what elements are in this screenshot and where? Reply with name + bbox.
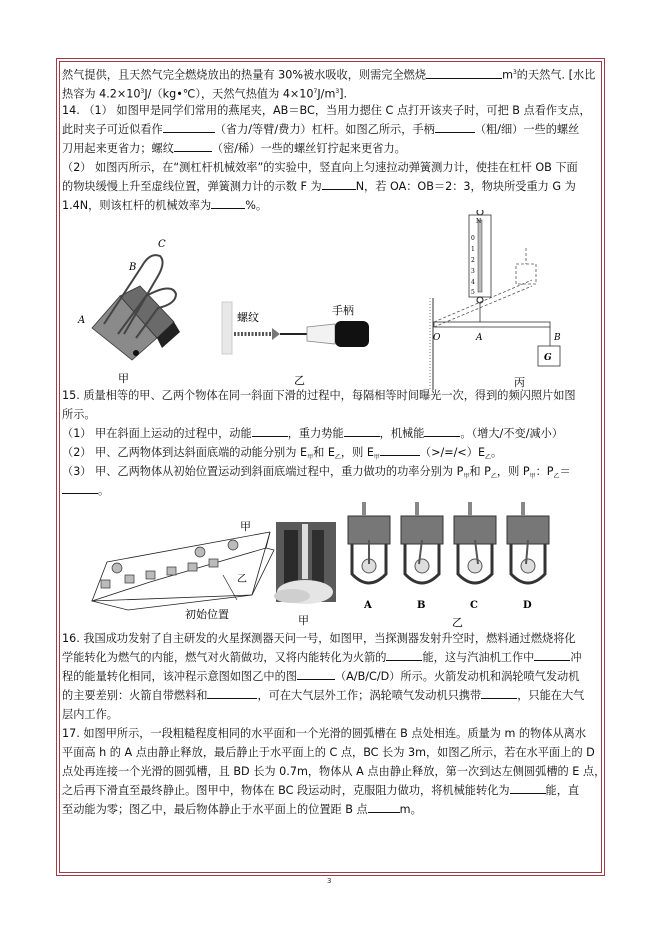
q15-text: 。 — [491, 446, 503, 459]
q15-text: 和 E — [313, 446, 335, 459]
label-B: B — [129, 262, 137, 273]
q15-text: （1） 甲在斜面上运动的过程中，动能 — [62, 427, 252, 440]
subscript: 甲 — [307, 454, 314, 462]
q14-figures — [62, 210, 602, 390]
thread-label: 螺纹 — [237, 311, 259, 324]
superscript: 7 — [313, 88, 318, 95]
q15-line-4 — [62, 443, 600, 462]
q15-text: ：P — [535, 465, 554, 478]
q14-text: 1.4N，则该杠杆的机械效率为 — [62, 199, 212, 212]
label-yi: 乙 — [237, 574, 247, 585]
q16-text: 冲 — [570, 651, 582, 664]
q15-text: ＝ — [559, 465, 571, 478]
q15-text: ，重力势能 — [287, 427, 344, 440]
answer-blank[interactable] — [424, 424, 460, 437]
q17-line-1: 17. 如图甲所示，一段粗糙程度相同的水平面和一个光滑的圆弧槽在 B 点处相连。质量为 m 的物体从离水 — [62, 727, 587, 740]
screwdriver-figure — [222, 302, 369, 387]
q15-text: （3） 甲、乙两物体从初始位置运动到斜面底端过程中，重力做功的功率分别为 P — [62, 465, 464, 478]
scale-N: N — [476, 218, 482, 225]
q16-line-5: 层内工作。 — [62, 708, 118, 721]
subscript: 乙 — [334, 454, 341, 462]
q13-text: J/m — [317, 87, 336, 101]
q15-content — [62, 386, 600, 500]
subscript: 甲 — [529, 473, 536, 481]
q15-line-3 — [62, 424, 600, 443]
engine-D — [507, 502, 549, 611]
caption-bing: 丙 — [514, 376, 525, 389]
q16-line-3 — [62, 667, 600, 686]
rocket-launch-photo — [274, 522, 336, 627]
answer-blank[interactable] — [386, 648, 422, 661]
q17-text: 之后再下滑直至最终静止。图甲中，物体在 BC 段运动时，克服阻力做功，将机械能转化为 — [62, 784, 510, 797]
unit: m — [502, 68, 513, 82]
label-B: B — [554, 333, 561, 343]
q17-text: 能，直 — [545, 784, 580, 797]
answer-blank[interactable] — [163, 120, 215, 133]
answer-blank[interactable] — [211, 196, 245, 209]
answer-blank[interactable] — [297, 667, 335, 680]
answer-blank[interactable] — [62, 481, 98, 494]
q17-text: 至动能为零；图乙中，最后物体静止于水平面上的位置距 B 点 — [62, 803, 368, 816]
q13-text: J/（kg•℃），天然气热值为 4×10 — [144, 87, 314, 101]
q14-text: 此时夹子可近似看作 — [62, 123, 163, 136]
q14-text: （密/稀）一些的螺丝钉拧起来更省力。 — [211, 142, 406, 155]
lever-figure — [430, 210, 561, 390]
label-A: A — [78, 315, 86, 326]
q14-line-2 — [62, 120, 600, 139]
initial-position-label: 初始位置 — [185, 608, 229, 621]
q14-text: （粗/细）一些的螺丝 — [474, 123, 580, 136]
q15-text: 。（增大/不变/减小） — [460, 427, 564, 440]
q17-line-5 — [62, 800, 600, 819]
q16-text: 的主要差别：火箭自带燃料和 — [62, 689, 208, 702]
q16-text: 能，这与汽油机工作中 — [422, 651, 535, 664]
q15-q16-figures — [62, 500, 602, 630]
engine-label: D — [523, 600, 532, 611]
subscript: 甲 — [463, 473, 470, 481]
label-A: A — [476, 333, 483, 343]
subscript: 甲 — [373, 454, 380, 462]
q14-text: 刀用起来更省力；螺纹 — [62, 142, 174, 155]
q14-text: 的物块缓慢上升至虚线位置，弹簧测力计的示数 F 为 — [62, 180, 322, 193]
q13-text: 热容为 4.2×10 — [62, 87, 141, 101]
scale-tick: 4 — [471, 279, 475, 286]
engine-B — [401, 502, 443, 611]
superscript: 3 — [512, 69, 517, 76]
engine-A — [348, 502, 390, 611]
engine-strokes — [348, 502, 549, 629]
answer-blank[interactable] — [344, 424, 380, 437]
incline-figure — [92, 520, 274, 621]
q15-text: ，则 P — [496, 465, 530, 478]
label-jia: 甲 — [240, 520, 251, 533]
q15-line-5 — [62, 462, 600, 481]
engine-label: A — [364, 600, 372, 611]
q15-line-6 — [62, 481, 600, 500]
q13-line-1 — [62, 63, 600, 82]
answer-blank[interactable] — [435, 120, 475, 133]
handle-label: 手柄 — [332, 304, 354, 317]
scale-tick: 0 — [471, 235, 475, 242]
q17-line-3: 点处再连接一个光滑的圆弧槽，且 BD 长为 0.7m，物体从 A 点由静止释放，第一次到达左侧圆弧槽的 E 点， — [62, 765, 606, 778]
q15-line-2: 所示。 — [62, 408, 96, 421]
q17-line-4 — [62, 781, 600, 800]
engine-C — [454, 502, 496, 611]
q15-text: （>/=/<）E — [419, 446, 486, 459]
q16-text: ，可在大气层外工作；涡轮喷气发动机只携带 — [257, 689, 482, 702]
question-content — [62, 63, 600, 215]
engine-label: C — [470, 600, 478, 611]
scale-tick: 3 — [471, 268, 475, 275]
scale-tick: 2 — [471, 257, 475, 264]
answer-blank[interactable] — [481, 686, 517, 699]
q15-line-1: 15. 质量相等的甲、乙两个物体在同一斜面下滑的过程中，每隔相等时间曝光一次，得到的频闪照片如图 — [62, 389, 576, 402]
q14-line-4: （2） 如图丙所示，在“测杠杆机械效率”的实验中，竖直向上匀速拉动弹簧测力计，使挂在杠杆 OB 下面 — [62, 161, 578, 174]
caption-jia: 甲 — [118, 372, 129, 385]
q16-text: ，只能在大气 — [517, 689, 585, 702]
answer-blank[interactable] — [322, 177, 356, 190]
answer-blank[interactable] — [534, 648, 570, 661]
q16-line-1: 16. 我国成功发射了自主研发的火星探测器天问一号，如图甲，当探测器发射升空时，燃料通过燃烧将化 — [62, 632, 576, 645]
answer-blank[interactable] — [368, 800, 400, 813]
q14-text: %。 — [245, 199, 268, 212]
scale-tick: 5 — [471, 289, 475, 296]
answer-blank[interactable] — [510, 781, 546, 794]
caption-yi: 乙 — [294, 374, 305, 387]
q14-text: N，若 OA：OB＝2：3，物块所受重力 G 为 — [355, 180, 576, 193]
subscript: 乙 — [490, 473, 497, 481]
q15-text: ，机械能 — [379, 427, 425, 440]
q14-line-3 — [62, 139, 600, 158]
q16-q17-content — [62, 629, 606, 819]
caption-jia: 甲 — [298, 614, 309, 627]
superscript: 3 — [140, 88, 145, 95]
scale-tick: 1 — [471, 246, 475, 253]
answer-blank[interactable] — [207, 686, 257, 699]
answer-blank[interactable] — [426, 66, 502, 79]
subscript: 乙 — [553, 473, 560, 481]
q16-text: 学能转化为燃气的内能，燃气对火箭做功，又将内能转化为火箭的 — [62, 651, 387, 664]
q17-line-2: 平面高 h 的 A 点由静止释放，最后静止于水平面上的 C 点，BC 长为 3m，如图乙所示，若在水平面上的 D — [62, 746, 595, 759]
label-G: G — [544, 353, 552, 363]
answer-blank[interactable] — [174, 139, 212, 152]
q16-line-2 — [62, 648, 600, 667]
q13-text: ]. — [339, 87, 348, 101]
answer-blank[interactable] — [380, 443, 420, 456]
q15-text: ，则 E — [340, 446, 374, 459]
q16-text: 程的能量转化相同，该冲程示意图如图乙中的图 — [62, 670, 297, 683]
q16-line-4 — [62, 686, 600, 705]
label-C: C — [158, 239, 166, 250]
q13-text: 然气提供，且天然气完全燃烧放出的热量有 30%被水吸收，则需完全燃烧 — [62, 68, 427, 82]
engine-label: B — [417, 600, 426, 611]
q15-text: （2） 甲、乙两物体到达斜面底端的动能分别为 E — [62, 446, 308, 459]
label-O: O — [433, 333, 441, 343]
q13-line-2 — [62, 82, 600, 101]
q14-line-1: 14. （1） 如图甲是同学们常用的燕尾夹，AB＝BC，当用力摁住 C 点打开该夹子时，可把 B 点看作支点， — [62, 104, 591, 117]
page-number: 3 — [327, 877, 332, 885]
answer-blank[interactable] — [252, 424, 288, 437]
q15-text: 。 — [98, 484, 110, 497]
q14-text: （省力/等臂/费力）杠杆。如图乙所示，手柄 — [214, 123, 435, 136]
superscript: 3 — [335, 88, 340, 95]
q14-line-5 — [62, 177, 600, 196]
q13-text: 的天然气. [水比 — [516, 68, 596, 82]
caption-yi: 乙 — [452, 616, 463, 629]
q15-text: 和 P — [469, 465, 491, 478]
q17-text: m。 — [399, 803, 422, 816]
q16-text: （A/B/C/D）所示。火箭发动机和涡轮喷气发动机 — [334, 670, 580, 683]
binder-clip-figure — [77, 239, 180, 385]
subscript: 乙 — [485, 454, 492, 462]
